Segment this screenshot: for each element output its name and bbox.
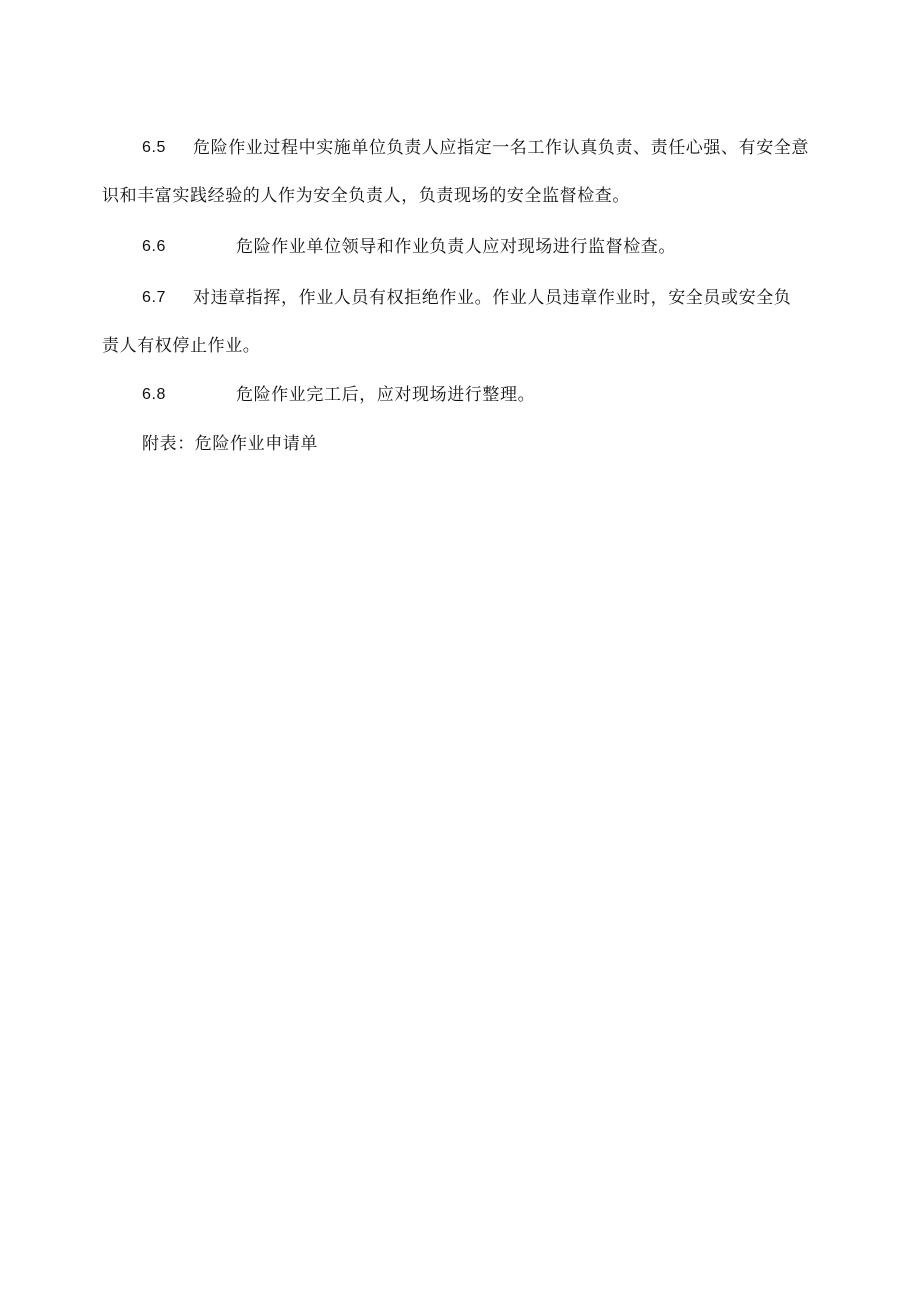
section-number-6-7: 6.7 (142, 289, 167, 306)
section-number-6-8: 6.8 (142, 386, 167, 403)
section-6-7-text-line-2: 责人有权停止作业。 (102, 336, 261, 356)
section-number-6-5: 6.5 (142, 139, 167, 156)
section-6-7-text-line-1: 对违章指挥，作业人员有权拒绝作业。作业人员违章作业时，安全员或安全负 (193, 288, 792, 308)
appendix-label: 附表：危险作业申请单 (142, 434, 318, 454)
section-6-5-text-line-1: 危险作业过程中实施单位负责人应指定一名工作认真负责、责任心强、有安全意 (193, 138, 809, 158)
section-6-5-text-line-2: 识和丰富实践经验的人作为安全负责人，负责现场的安全监督检查。 (102, 186, 630, 206)
section-number-6-6: 6.6 (142, 238, 167, 255)
section-6-6-text: 危险作业单位领导和作业负责人应对现场进行监督检查。 (236, 237, 676, 257)
section-6-8-text: 危险作业完工后，应对现场进行整理。 (236, 385, 536, 405)
